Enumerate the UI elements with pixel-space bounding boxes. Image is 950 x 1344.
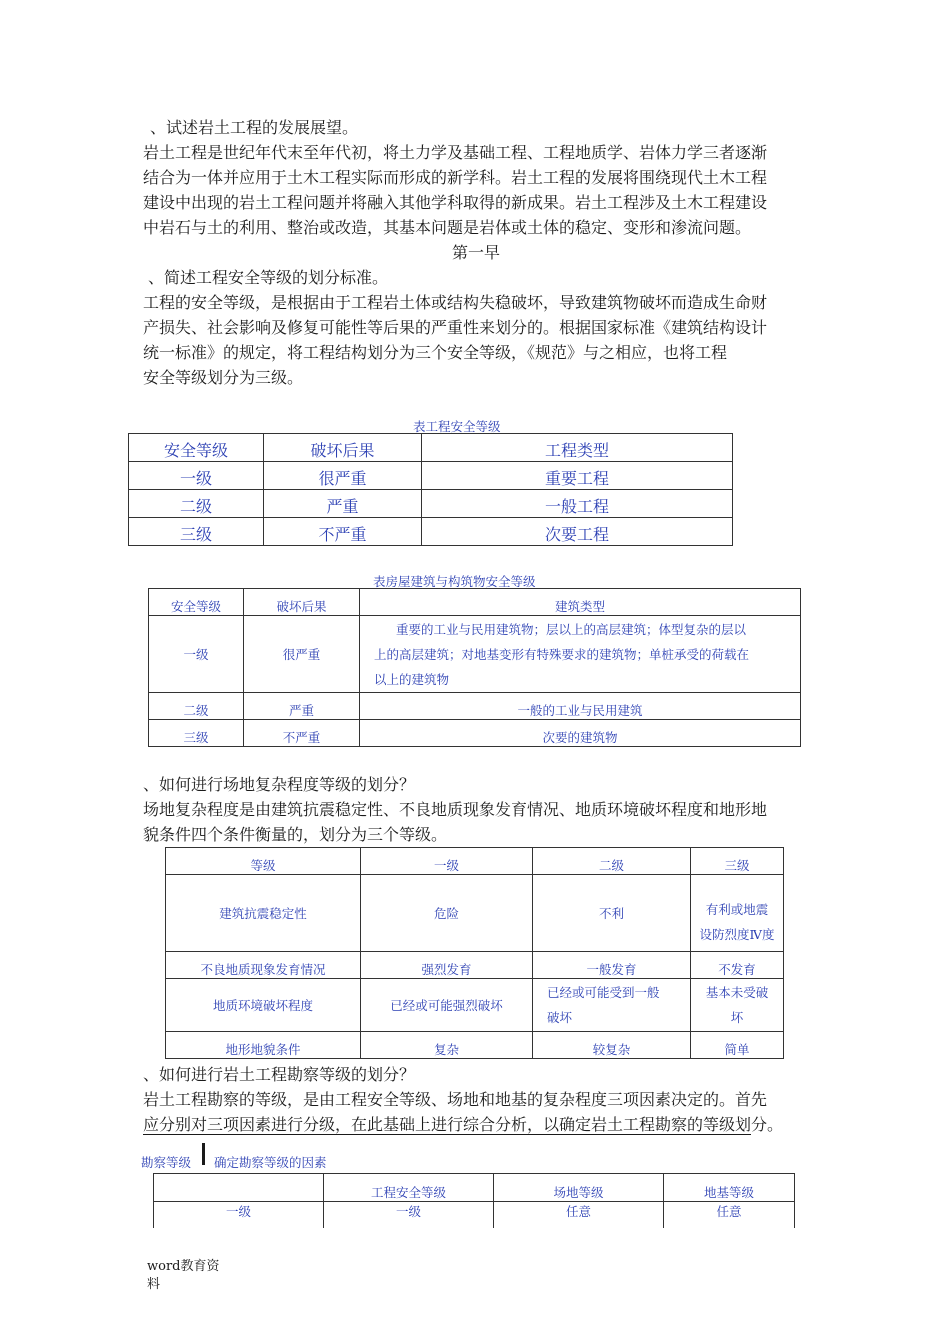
paragraph-line: 岩土工程是世纪年代末至年代初，将土力学及基础工程、工程地质学、岩体力学三者逐渐 (143, 143, 768, 162)
table-header: 等级 (166, 848, 361, 875)
underlined-text: 应分别对三项因素进行分级，在此基础上进行综合分析，以确定岩土工程勘察的等级划 (143, 1115, 752, 1134)
table-cell: 不良地质现象发育情况 (166, 952, 361, 979)
table-cell: 二级 (149, 693, 244, 720)
table-cell: 建筑抗震稳定性 (166, 875, 361, 952)
table-row (149, 720, 801, 747)
cell-line: 基本未受破 (705, 985, 769, 1000)
table-cell (691, 875, 784, 952)
table-cell: 三级 (149, 720, 244, 747)
table-row (166, 952, 784, 979)
table-cell: 较复杂 (533, 1032, 691, 1059)
table-header-row (149, 589, 801, 616)
paragraph-line (143, 1112, 783, 1137)
cell-line: 有利或地震 (705, 902, 769, 917)
building-safety-table (148, 588, 801, 747)
table-cell: 一级 (324, 1202, 494, 1228)
table-cell: 已经或可能强烈破坏 (361, 979, 533, 1032)
table-cell: 一级 (154, 1202, 324, 1228)
question-survey: 、如何进行岩土工程勘察等级的划分？ (143, 1065, 416, 1084)
question-safety: 、简述工程安全等级的划分标准。 (148, 268, 389, 287)
survey-grade-label: 勘察等级 (141, 1155, 192, 1170)
paragraph-line: 工程的安全等级，是根据由于工程岩土体或结构失稳破坏，导致建筑物破坏而造成生命财 (143, 293, 768, 312)
paragraph-line: 岩土工程勘察的等级，是由工程安全等级、场地和地基的复杂程度三项因素决定的。首先 (143, 1090, 768, 1109)
footer-line: 料 (147, 1277, 161, 1292)
paragraph-line: 中岩石与土的利用、整治或改造，其基本问题是岩体或土体的稳定、变形和渗流问题。 (143, 218, 752, 237)
site-complexity-table (165, 847, 784, 1059)
table-cell: 次要的建筑物 (360, 720, 801, 747)
table-cell: 地形地貌条件 (166, 1032, 361, 1059)
table-cell: 地质环境破坏程度 (166, 979, 361, 1032)
survey-grade-table (153, 1173, 795, 1228)
cell-line: 重要的工业与民用建筑物；层以上的高层建筑；体型复杂的层以 (396, 621, 747, 637)
table-row (166, 979, 784, 1032)
survey-factors-label: 确定勘察等级的因素 (214, 1155, 327, 1170)
cell-line: 坏 (730, 1010, 744, 1025)
cell-line: 上的高层建筑；对地基变形有特殊要求的建筑物；单桩承受的荷载在 (374, 646, 750, 662)
table-header: 安全等级 (129, 434, 264, 462)
table-cell: 很严重 (244, 616, 360, 693)
table-cell (360, 616, 801, 693)
table-row (149, 693, 801, 720)
table-cell: 二级 (129, 490, 264, 518)
paragraph-line: 产损失、社会影响及修复可能性等后果的严重性来划分的。根据国家标准《建筑结构设计 (143, 318, 768, 337)
table-header: 三级 (691, 848, 784, 875)
table-cell: 复杂 (361, 1032, 533, 1059)
table-header: 工程类型 (422, 434, 733, 462)
table-cell: 不利 (533, 875, 691, 952)
paragraph-line: 结合为一体并应用于土木工程实际而形成的新学科。岩土工程的发展将围绕现代土木工程 (143, 168, 768, 187)
question-outlook: 、试述岩土工程的发展展望。 (150, 118, 359, 137)
table-row (129, 490, 733, 518)
table-cell (533, 979, 691, 1032)
table-header-row (129, 434, 733, 462)
table-cell: 简单 (691, 1032, 784, 1059)
table-row (149, 616, 801, 693)
paragraph-line: 貌条件四个条件衡量的，划分为三个等级。 (143, 825, 448, 844)
table-row (166, 875, 784, 952)
cell-line: 已经或可能受到一般 (547, 985, 660, 1000)
table-header: 安全等级 (149, 589, 244, 616)
table-cell: 任意 (494, 1202, 664, 1228)
table-cell: 危险 (361, 875, 533, 952)
table2-caption: 表房屋建筑与构筑物安全等级 (373, 574, 536, 589)
paragraph-line: 统一标准》的规定，将工程结构划分为三个安全等级，《规范》与之相应，也将工程 (143, 343, 728, 362)
table-cell: 一级 (129, 462, 264, 490)
table-header-row (154, 1174, 795, 1202)
table-header: 破坏后果 (244, 589, 360, 616)
table-cell (691, 979, 784, 1032)
paragraph-line: 安全等级划分为三级。 (143, 368, 304, 387)
table-cell: 严重 (244, 693, 360, 720)
table-cell: 不发育 (691, 952, 784, 979)
paragraph-line: 建设中出现的岩土工程问题并将融入其他学科取得的新成果。岩土工程涉及土木工程建设 (143, 193, 768, 212)
table1-caption: 表工程安全等级 (413, 419, 501, 434)
table-cell: 不严重 (264, 518, 422, 546)
footer-line: word教育资 (147, 1259, 220, 1274)
vertical-bar-divider (202, 1143, 205, 1165)
table-cell: 强烈发育 (361, 952, 533, 979)
cell-line: 以上的建筑物 (374, 671, 450, 687)
table-header: 建筑类型 (360, 589, 801, 616)
table-row (129, 518, 733, 546)
table-cell: 很严重 (264, 462, 422, 490)
question-site: 、如何进行场地复杂程度等级的划分？ (143, 775, 416, 794)
table-cell: 不严重 (244, 720, 360, 747)
table-header (154, 1174, 324, 1202)
cell-line: 设防烈度Ⅳ度 (699, 927, 775, 942)
text-tail: 分。 (751, 1115, 784, 1134)
paragraph-line: 场地复杂程度是由建筑抗震稳定性、不良地质现象发育情况、地质环境破坏程度和地形地 (143, 800, 768, 819)
table-cell: 三级 (129, 518, 264, 546)
engineering-safety-table (128, 433, 733, 546)
table-cell: 任意 (664, 1202, 795, 1228)
table-header: 一级 (361, 848, 533, 875)
cell-line: 破坏 (547, 1010, 573, 1025)
table-header: 二级 (533, 848, 691, 875)
table-cell: 一级 (149, 616, 244, 693)
table-row (129, 462, 733, 490)
table-row (154, 1202, 795, 1228)
table-cell: 次要工程 (422, 518, 733, 546)
table-header: 工程安全等级 (324, 1174, 494, 1202)
table-row (166, 1032, 784, 1059)
table-header-row (166, 848, 784, 875)
table-header: 地基等级 (664, 1174, 795, 1202)
table-cell: 一般工程 (422, 490, 733, 518)
table-cell: 严重 (264, 490, 422, 518)
table-cell: 一般发育 (533, 952, 691, 979)
table-header: 场地等级 (494, 1174, 664, 1202)
table-cell: 一般的工业与民用建筑 (360, 693, 801, 720)
chapter-heading: 第一早 (452, 243, 501, 262)
table-header: 破坏后果 (264, 434, 422, 462)
table-cell: 重要工程 (422, 462, 733, 490)
